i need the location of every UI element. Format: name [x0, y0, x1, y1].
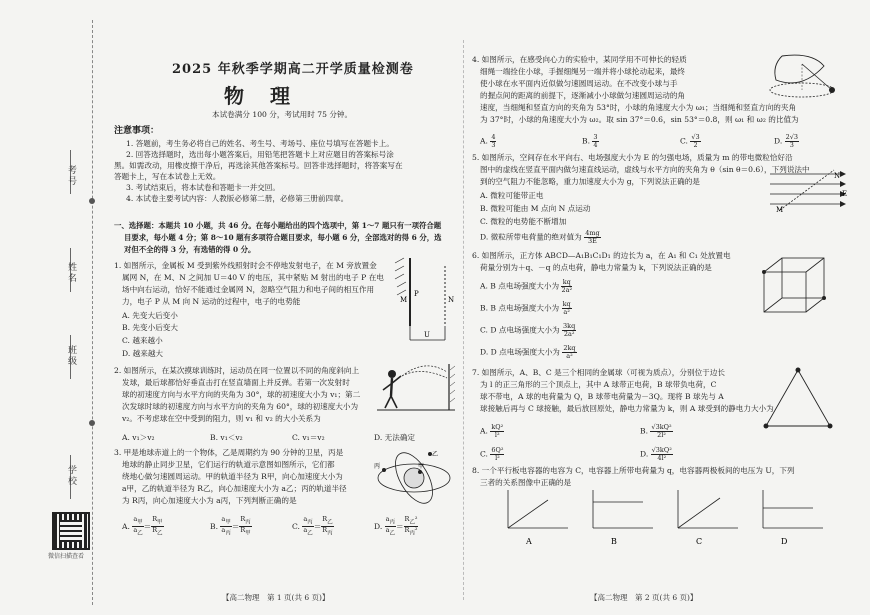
- q5-figure: [768, 168, 848, 214]
- q5-line: 到的空气阻力不能忽略，重力加速度大小为 g，下列说法正确的是: [480, 177, 700, 186]
- q5-fig-n: N: [834, 172, 841, 180]
- q7-option-a-label: A.: [480, 426, 488, 436]
- q3-option-b[interactable]: B. $\frac{a_甲}{a_丙}$ ＝ $\frac{R_丙}{R_甲}$: [210, 515, 251, 537]
- q1-fig-n: N: [448, 296, 455, 304]
- binding-cut-line: [92, 20, 93, 605]
- q6-line: 荷量分别为＋q、－q 的点电荷，静电力常量为 k，下列说法正确的是: [480, 263, 712, 272]
- subject-title: 物理: [224, 84, 316, 108]
- q2-line: 球的初速度方向与水平方向的夹角为 30°，球的初速度大小为 v₁；第二: [122, 390, 361, 399]
- q4-line: 速度，当细绳和竖直方向的夹角为 53°时，小球的角速度大小为 ω₁；当细绳和竖直方向的夹角: [480, 103, 797, 112]
- footer-right: 【高二物理 第 2 页(共 6 页)】: [590, 593, 698, 602]
- q5-option-a[interactable]: A. 微粒可能带正电: [480, 191, 544, 200]
- q1-option-d[interactable]: D. 越来越大: [122, 349, 164, 358]
- q7-option-b[interactable]: B. $\frac{\text{√3kQ²}}{\text{2l²}}$: [640, 423, 672, 439]
- q1-option-b[interactable]: B. 先变小后变大: [122, 323, 178, 332]
- q5-fig-e: E: [842, 190, 848, 198]
- q4-option-a-label: A.: [480, 136, 488, 146]
- q4-line: 细绳一端拴住小球，手握细绳另一端并将小球抡动起来，最终: [480, 67, 686, 76]
- q2-option-c[interactable]: C. v₁＝v₂: [292, 433, 325, 442]
- q4-option-b[interactable]: B. $\frac{3}{4}$: [582, 133, 598, 149]
- q6-option-d-label: D. D 点电场强度大小为: [480, 347, 560, 357]
- note-line: 黑。如需改动，用橡皮擦干净后，再选涂其他答案标号。回答非选择题时，将答案写在: [114, 161, 403, 170]
- q8-label-c: C: [696, 537, 703, 546]
- q4-line: 4. 如图所示，在感受向心力的实验中，某同学用不可伸长的轻质: [472, 55, 687, 64]
- q3-line: 3. 甲是地球赤道上的一个物体，乙是周期约为 90 分钟的卫星，丙是: [114, 448, 344, 457]
- q3-option-c[interactable]: C. $\frac{a_丙}{a_乙}$ ＝ $\frac{R_乙}{R_丙}$: [292, 515, 333, 537]
- q7-option-b-label: B.: [640, 426, 648, 436]
- q6-line: 6. 如图所示，正方体 ABCD—A₁B₁C₁D₁ 的边长为 a，在 A₁ 和 C₁ 处放置电: [472, 251, 731, 260]
- binding-hole: [89, 198, 95, 204]
- q3-line: 为 R丙，向心加速度大小为 a丙，下列判断正确的是: [122, 496, 297, 505]
- footer-left: 【高二物理 第 1 页(共 6 页)】: [222, 593, 330, 602]
- q5-option-d-label: D. 微粒所带电荷量的绝对值为: [480, 232, 582, 242]
- note-line: 3. 考试结束后，将本试卷和答题卡一并交回。: [126, 183, 280, 192]
- q4-option-d[interactable]: D. $\frac{2√3}{3}$: [774, 133, 799, 149]
- q1-line: 1. 如图所示，金属板 M 受到紫外线照射时会不停地发射电子，在 M 旁放置金: [114, 261, 377, 270]
- q6-option-a-label: A. B 点电场强度大小为: [480, 281, 560, 291]
- school-label: 学校: [66, 465, 76, 487]
- q5-line: 图中的虚线在竖直平面内做匀速直线运动，虚线与水平方向的夹角为 θ（sin θ＝0.6），下列说法中: [480, 165, 810, 174]
- q4-option-c-label: C.: [680, 136, 688, 146]
- q2-option-d[interactable]: D. 无法确定: [374, 433, 416, 442]
- q3-option-d-label: D.: [374, 521, 383, 531]
- q3-option-a[interactable]: A. $\frac{a_甲}{a_乙}$ ＝ $\frac{R_甲}{R_乙}$: [122, 515, 163, 537]
- q4-line: 为 37°时，小球的角速度大小为 ω₂。取 sin 37°＝0.6，sin 53°＝0.8，则 ω₁ 和 ω₂ 的比值为: [480, 115, 799, 124]
- q5-option-b[interactable]: B. 微粒可能由 M 点向 N 点运动: [480, 204, 591, 213]
- q8-label-d: D: [781, 537, 788, 546]
- q3-fig-jia: 甲: [418, 463, 425, 470]
- exam-number-label: 考号: [66, 165, 76, 187]
- column-divider: [463, 40, 464, 600]
- q5-option-c[interactable]: C. 微粒的电势能不断增加: [480, 217, 567, 226]
- q2-line: v₂。不考虑球在空中受到的阻力，则 v₁ 和 v₂ 的大小关系为: [122, 414, 321, 423]
- binding-hole: [89, 420, 95, 426]
- q1-line: 属网 N，在 M、N 之间加 U＝40 V 的电压，其中紧贴 M 射出的电子 P 在电: [122, 273, 384, 282]
- note-line: 4. 本试卷主要考试内容：人教版必修第二册，必修第三册前四章。: [126, 194, 349, 203]
- q3-line: 地球的静止同步卫星，它们运行的轨道示意图如图所示，它们都: [122, 460, 335, 469]
- q1-line: 场中向右运动，恰好不能通过金属网 N，忽略空气阻力和电子间的相互作用: [122, 285, 375, 294]
- q4-option-b-label: B.: [582, 136, 590, 146]
- name-label: 姓名: [66, 262, 76, 284]
- q3-fig-bing: 丙: [374, 463, 381, 470]
- q3-line: 绕地心做匀速圆周运动。甲的轨道半径为 R甲，向心加速度大小为: [122, 472, 343, 481]
- q3-fig-yi: 乙: [432, 451, 439, 458]
- q1-option-c[interactable]: C. 越来越小: [122, 336, 163, 345]
- q2-line: 2. 如图所示，在某次摸球训练时，运动员在同一位置以不同的角度斜向上: [114, 366, 360, 375]
- q4-option-d-label: D.: [774, 136, 783, 146]
- q2-option-b[interactable]: B. v₁＜v₂: [210, 433, 243, 442]
- q1-line: 力，电子 P 从 M 向 N 运动的过程中，电子的电势能: [122, 297, 301, 306]
- q8-graphs: [498, 488, 858, 548]
- q2-line: 发球，最后球都恰好垂直击打在竖直墙面上并反弹。若第一次发射时: [122, 378, 350, 387]
- q6-option-d[interactable]: D. D 点电场强度大小为 $\frac{2kq}{\text{a²}}$: [480, 344, 576, 360]
- q7-option-d[interactable]: D. $\frac{\text{√3kQ²}}{\text{4l²}}$: [640, 446, 672, 462]
- q2-line: 次发球时球的初速度方向与水平方向的夹角为 60°，球的初速度大小为: [122, 402, 359, 411]
- q5-line: 5. 如图所示，空间存在水平向右、电场强度大小为 E 的匀强电场，质量为 m 的带电微粒恰好沿: [472, 153, 793, 162]
- q5-fig-m: M: [776, 206, 784, 214]
- q4-line: 的握点间的距离的前提下，逐渐减小小球做匀速圆周运动的角: [480, 91, 686, 100]
- q4-option-a[interactable]: A. $\frac{4}{3}$: [480, 133, 496, 149]
- section-instructions: 对但不全的得 3 分，有选错的得 0 分。: [124, 245, 256, 254]
- note-line: 1. 答题前，考生务必将自己的姓名、考生号、考场号、座位号填写在答题卡上。: [126, 139, 394, 148]
- q6-option-c-label: C. D 点电场强度大小为: [480, 325, 560, 335]
- q7-line: 7. 如图所示，A、B、C 是三个相同的金属球（可视为质点），分别位于边长: [472, 368, 725, 377]
- q8-line: 8. 一个平行板电容器的电容为 C，电容器上所带电荷量为 q，电容器两极板间的电压为 U，下列: [472, 466, 795, 475]
- q3-line: a甲，乙的轨道半径为 R乙，向心加速度大小为 a乙；丙的轨道半径: [122, 484, 347, 493]
- qr-caption: 微信扫描查看: [48, 553, 85, 560]
- q3-option-b-label: B.: [210, 521, 218, 531]
- q1-figure: [395, 258, 455, 348]
- q1-fig-p: P: [414, 290, 419, 298]
- q3-option-d[interactable]: D. $\frac{a_丙}{a_乙}$ ＝ $\frac{R_乙^2}{R_丙^2}$: [374, 515, 418, 537]
- q6-option-b[interactable]: B. B 点电场强度大小为 $\frac{kq}{\text{a²}}$: [480, 300, 571, 316]
- q7-option-c-label: C.: [480, 449, 488, 459]
- q5-option-d[interactable]: D. 微粒所带电荷量的绝对值为 $\frac{4mg}{3E}$: [480, 229, 600, 245]
- q1-fig-m: M: [400, 296, 408, 304]
- q4-option-c[interactable]: C. $\frac{√3}{2}$: [680, 133, 700, 149]
- q4-line: 使小球在水平面内近似做匀速圆周运动。在不改变小球与手: [480, 79, 678, 88]
- q6-figure: [760, 254, 834, 316]
- q8-label-b: B: [611, 537, 617, 546]
- section-instructions: 一、选择题：本题共 10 小题，共 46 分。在每小题给出的四个选项中，第 1～7 题只有一项符合题: [114, 221, 442, 230]
- q7-option-a[interactable]: A. $\frac{\text{kQ²}}{\text{l²}}$: [480, 423, 504, 439]
- q3-figure: [374, 448, 454, 512]
- q4-figure: [742, 50, 842, 112]
- binding-strip: [0, 0, 108, 615]
- q6-option-a[interactable]: A. B 点电场强度大小为 $\frac{kq}{\text{2a²}}$: [480, 278, 573, 294]
- class-label: 班级: [66, 345, 76, 367]
- q3-option-c-label: C.: [292, 521, 300, 531]
- q6-option-b-label: B. B 点电场强度大小为: [480, 303, 560, 313]
- q7-line: 为 l 的正三角形的三个顶点上，其中 A 球带正电荷，B 球带负电荷，C: [480, 380, 717, 389]
- exam-title: 2025 年秋季学期高二开学质量检测卷: [172, 62, 414, 77]
- q7-line: 球接触后再与 C 球接触，最后放回原处，静电力常量为 k，则 A 球受到的静电力大小为: [480, 404, 774, 413]
- q7-option-d-label: D.: [640, 449, 649, 459]
- q7-line: 球不带电，A 球的电荷量为 Q，B 球带电荷量为－3Q。现将 B 球先与 A: [480, 392, 724, 401]
- q1-option-a[interactable]: A. 先变大后变小: [122, 311, 178, 320]
- note-line: 2. 回答选择题时，选出每小题答案后，用铅笔把答题卡上对应题目的答案标号涂: [126, 150, 394, 159]
- q7-option-c[interactable]: C. $\frac{\text{6Q²}}{\text{l²}}$: [480, 446, 504, 462]
- q8-label-a: A: [526, 537, 532, 546]
- qr-code[interactable]: [52, 512, 90, 550]
- q8-line: 三者的关系图像中正确的是: [480, 478, 572, 487]
- section-instructions: 目要求，每小题 4 分；第 8～10 题有多项符合题目要求，每小题 6 分，全部选对的得 6 分，选: [124, 233, 442, 242]
- q1-fig-u: U: [424, 331, 430, 339]
- q7-figure: [760, 366, 838, 432]
- q2-option-a[interactable]: A. v₁＞v₂: [122, 433, 155, 442]
- q3-option-a-label: A.: [122, 521, 130, 531]
- q2-figure: [377, 364, 457, 424]
- note-line: 答题卡上，写在本试卷上无效。: [114, 172, 221, 181]
- exam-meta: 本试卷满分 100 分，考试用时 75 分钟。: [212, 110, 353, 119]
- q6-option-c[interactable]: C. D 点电场强度大小为 $\frac{3kq}{\text{2a²}}$: [480, 322, 576, 338]
- notes-heading: 注意事项：: [114, 126, 160, 136]
